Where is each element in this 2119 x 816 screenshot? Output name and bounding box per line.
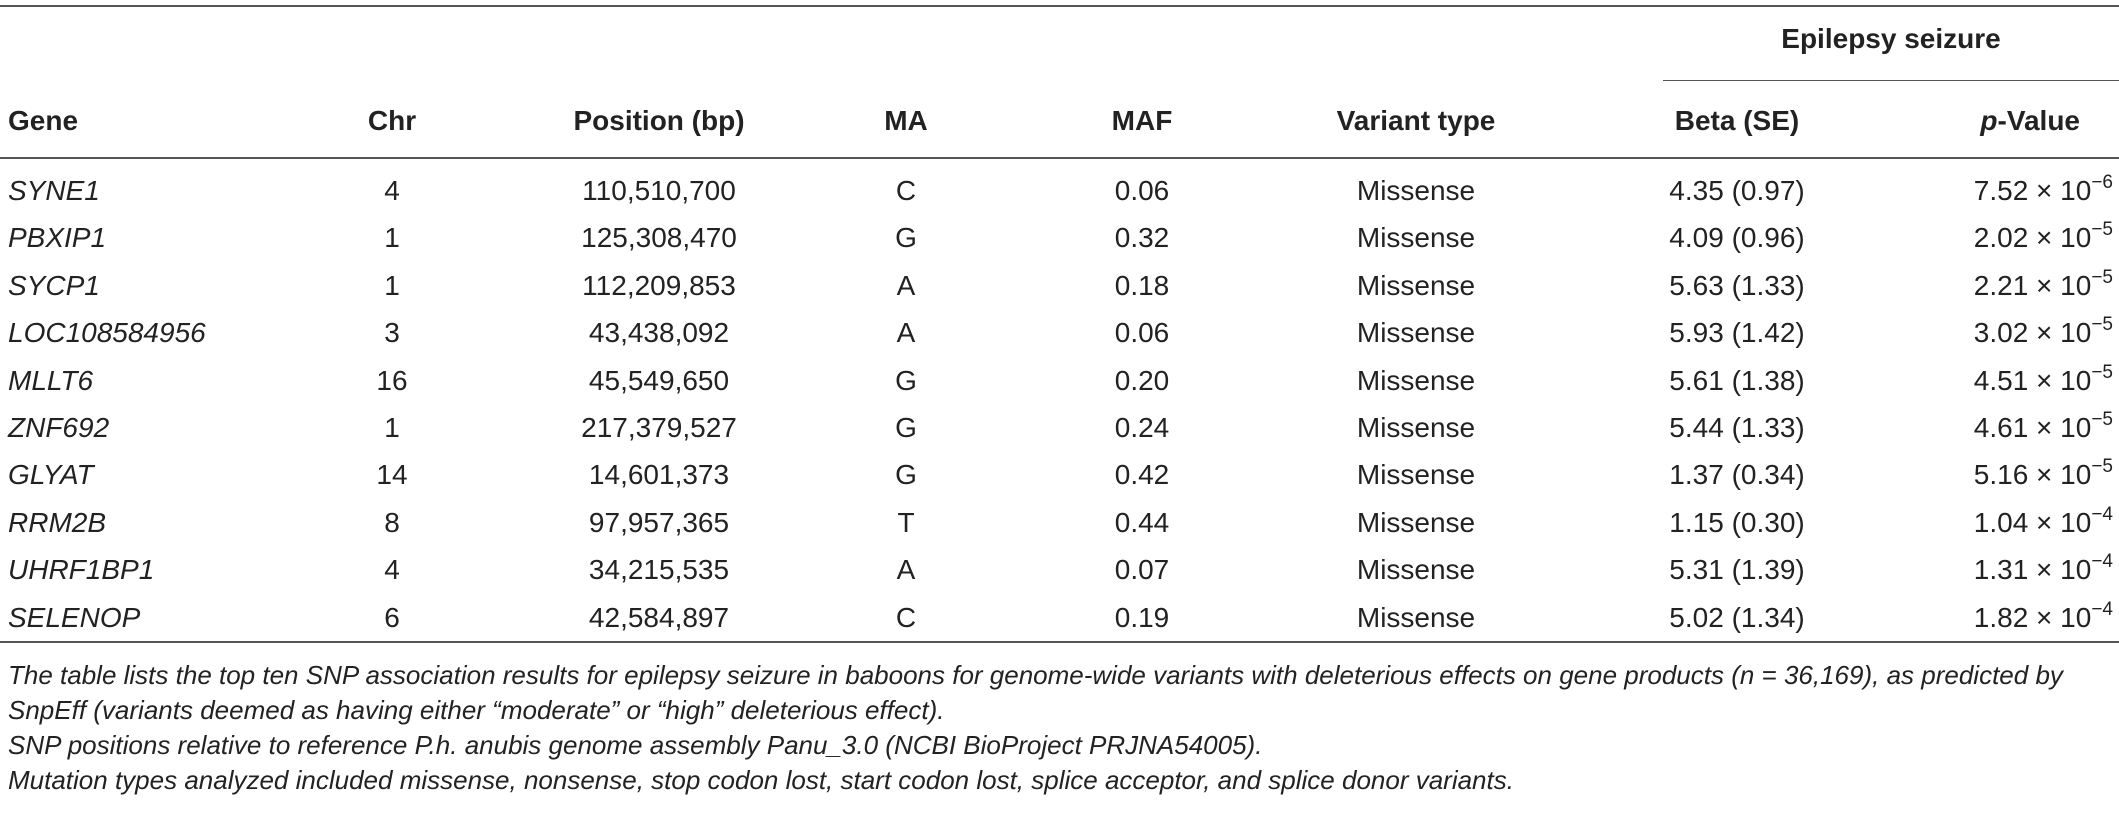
- cell-chr: 1: [384, 411, 400, 443]
- cell-maf: 0.24: [1114, 411, 1170, 443]
- cell-gene: SELENOP: [8, 601, 141, 633]
- cell-ma: A: [896, 269, 916, 301]
- cell-variant-type: Missense: [1356, 601, 1476, 633]
- table-row: [0, 409, 2119, 456]
- cell-beta: 5.61 (1.38): [1669, 364, 1805, 396]
- header-gene: Gene: [8, 105, 79, 136]
- cell-position: 42,584,897: [588, 601, 730, 633]
- p-value-exponent: −4: [2091, 598, 2113, 620]
- cell-p-value: [1974, 458, 2113, 492]
- table-row: [0, 172, 2119, 219]
- header-ma: MA: [884, 105, 928, 136]
- p-value-exponent: −5: [2091, 314, 2113, 336]
- cell-ma: G: [895, 364, 917, 396]
- p-value-exponent: −4: [2091, 551, 2113, 573]
- cell-variant-type: Missense: [1356, 554, 1476, 586]
- cell-gene: LOC108584956: [8, 317, 206, 349]
- cell-beta: 5.93 (1.42): [1669, 317, 1805, 349]
- column-group-title: Epilepsy seizure: [1781, 23, 2001, 54]
- p-value-exponent: −5: [2091, 361, 2113, 383]
- cell-gene: UHRF1BP1: [8, 554, 155, 586]
- cell-gene: SYNE1: [8, 175, 100, 206]
- cell-beta: 5.31 (1.39): [1669, 554, 1805, 586]
- table-row: [0, 504, 2119, 551]
- cell-beta: 1.37 (0.34): [1669, 459, 1805, 491]
- header-maf: MAF: [1111, 105, 1173, 136]
- p-value-mantissa: 5.16 × 10: [1973, 459, 2092, 491]
- cell-variant-type: Missense: [1356, 411, 1476, 443]
- table-row: [0, 219, 2119, 266]
- header-p-value-italic: p: [1980, 105, 1998, 136]
- p-value-mantissa: 1.31 × 10: [1973, 554, 2092, 586]
- header-beta: Beta (SE): [1674, 105, 1800, 136]
- cell-p-value: [1973, 598, 2113, 635]
- cell-variant-type: Missense: [1356, 269, 1476, 301]
- cell-p-value: [1973, 361, 2113, 398]
- cell-maf: 0.42: [1114, 459, 1170, 491]
- cell-ma: G: [895, 459, 917, 491]
- cell-ma: A: [896, 317, 916, 349]
- p-value-mantissa: 2.02 × 10: [1973, 222, 2092, 254]
- cell-gene: SYCP1: [8, 269, 100, 301]
- cell-variant-type: Missense: [1356, 364, 1476, 396]
- p-value-exponent: −5: [2091, 219, 2113, 241]
- table-row: [0, 267, 2119, 314]
- cell-beta: 1.15 (0.30): [1669, 506, 1805, 538]
- p-value-mantissa: 1.04 × 10: [1973, 506, 2092, 538]
- cell-position: 43,438,092: [588, 317, 730, 349]
- cell-gene: RRM2B: [8, 506, 107, 538]
- cell-p-value: [1973, 266, 2113, 303]
- cell-variant-type: Missense: [1356, 506, 1476, 538]
- table-body: [0, 172, 2119, 646]
- header-chr: Chr: [367, 105, 417, 136]
- cell-position: 14,601,373: [588, 459, 730, 491]
- table-row: [0, 456, 2119, 503]
- cell-position: 97,957,365: [588, 506, 730, 538]
- p-value-mantissa: 4.51 × 10: [1973, 364, 2092, 396]
- footnote-3: Mutation types analyzed included missense, nonsense, stop codon lost, start codon lost, splice acceptor, and splice donor variants.: [8, 765, 1514, 795]
- cell-chr: 4: [384, 554, 400, 586]
- cell-maf: 0.18: [1114, 269, 1170, 301]
- table-footnotes: [8, 658, 2108, 798]
- header-variant-type: Variant type: [1336, 105, 1496, 136]
- cell-p-value: [1973, 503, 2113, 540]
- cell-gene: ZNF692: [8, 411, 110, 443]
- cell-ma: T: [897, 506, 915, 538]
- cell-ma: G: [895, 222, 917, 254]
- cell-variant-type: Missense: [1356, 175, 1476, 206]
- p-value-exponent: −5: [2091, 266, 2113, 288]
- table-row: [0, 599, 2119, 646]
- cell-chr: 16: [376, 364, 408, 396]
- cell-position: 112,209,853: [582, 269, 736, 301]
- footnote-1: The table lists the top ten SNP association results for epilepsy seizure in baboons for genome-wide variants with deleterious effects on gene products (n = 36,169), as predicted by SnpEff (variants deemed as having either “moderate” or “high” deleterious effect).: [8, 660, 2063, 725]
- p-value-exponent: −5: [2091, 456, 2113, 478]
- cell-beta: 4.09 (0.96): [1669, 222, 1805, 254]
- cell-p-value: [1974, 553, 2113, 587]
- cell-p-value: [1974, 221, 2113, 255]
- cell-maf: 0.06: [1114, 317, 1170, 349]
- cell-p-value: [1974, 174, 2113, 208]
- cell-position: 217,379,527: [581, 411, 737, 443]
- table-row: [0, 551, 2119, 598]
- cell-chr: 1: [384, 269, 400, 301]
- p-value-mantissa: 1.82 × 10: [1973, 601, 2092, 633]
- cell-maf: 0.32: [1114, 222, 1170, 254]
- header-p-value-rest: -Value: [1997, 105, 2080, 136]
- cell-chr: 14: [376, 459, 408, 491]
- cell-variant-type: Missense: [1356, 222, 1476, 254]
- cell-maf: 0.06: [1114, 175, 1170, 206]
- footnote-2: SNP positions relative to reference P.h. anubis genome assembly Panu_3.0 (NCBI BioProject PRJNA54005).: [8, 730, 1263, 760]
- cell-chr: 6: [384, 601, 400, 633]
- cell-chr: 4: [384, 175, 400, 206]
- p-value-exponent: −6: [2091, 172, 2113, 193]
- cell-gene: MLLT6: [8, 364, 94, 396]
- cell-gene: PBXIP1: [8, 222, 107, 254]
- cell-ma: G: [895, 411, 917, 443]
- cell-ma: C: [895, 175, 917, 206]
- cell-variant-type: Missense: [1356, 459, 1476, 491]
- cell-gene: GLYAT: [8, 459, 94, 491]
- cell-position: 110,510,700: [582, 175, 736, 206]
- table-top-rule: [0, 5, 2119, 7]
- header-bottom-rule: [0, 157, 2119, 159]
- cell-chr: 1: [384, 222, 400, 254]
- p-value-exponent: −5: [2091, 408, 2113, 430]
- cell-chr: 8: [384, 506, 400, 538]
- cell-beta: 5.02 (1.34): [1669, 601, 1805, 633]
- cell-p-value: [1973, 408, 2113, 445]
- cell-position: 34,215,535: [588, 554, 730, 586]
- cell-position: 45,549,650: [588, 364, 730, 396]
- cell-beta: 4.35 (0.97): [1669, 175, 1805, 206]
- table-bottom-rule: [0, 641, 2119, 643]
- cell-chr: 3: [384, 317, 400, 349]
- p-value-mantissa: 7.52 × 10: [1973, 175, 2092, 206]
- header-position: Position (bp): [573, 105, 745, 136]
- cell-maf: 0.07: [1114, 554, 1170, 586]
- column-group-rule: [1663, 80, 2119, 81]
- p-value-mantissa: 4.61 × 10: [1973, 411, 2092, 443]
- cell-maf: 0.44: [1114, 506, 1170, 538]
- header-p-value: [1980, 104, 2080, 138]
- cell-beta: 5.44 (1.33): [1669, 411, 1805, 443]
- cell-maf: 0.19: [1114, 601, 1170, 633]
- cell-maf: 0.20: [1114, 364, 1170, 396]
- table-row: [0, 362, 2119, 409]
- cell-beta: 5.63 (1.33): [1669, 269, 1805, 301]
- p-value-mantissa: 3.02 × 10: [1973, 317, 2092, 349]
- cell-position: 125,308,470: [581, 222, 737, 254]
- p-value-mantissa: 2.21 × 10: [1973, 269, 2092, 301]
- table-row: [0, 314, 2119, 361]
- p-value-exponent: −4: [2091, 503, 2113, 525]
- cell-ma: A: [896, 554, 916, 586]
- cell-variant-type: Missense: [1356, 317, 1476, 349]
- cell-p-value: [1974, 316, 2113, 350]
- cell-ma: C: [895, 601, 917, 633]
